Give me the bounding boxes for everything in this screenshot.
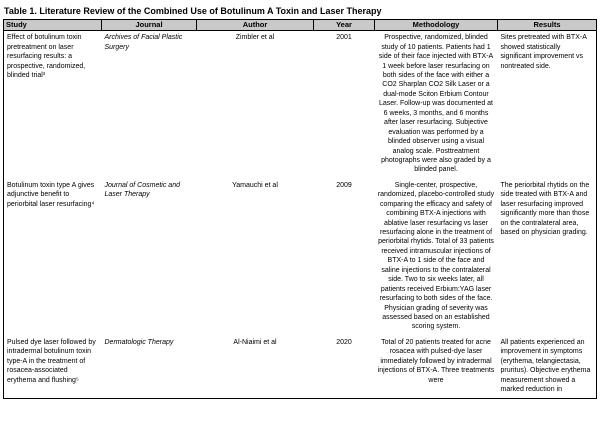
methodology-cell: Prospective, randomized, blinded study of 10 patients. Patients had 1 side of their face injected with BTX-A 1 week before laser resurfacing on both sides of the face with either a CO2 Sharplan CO2 Silk Laser or a dual-mode Sciton Erbium Contour Laser. Follow-up was documented at 6 weeks, 3 months, and 6 months after laser resurfacing. Subjective evaluation was performed by a blinded observer using a visual analog scale. Posttreatment photographs were also graded by a blinded panel. bbox=[378, 34, 494, 174]
results-cell: All patients experienced an improvement in symptoms (erythema, telangiectasia, pruritus). Objective erythema measurement showed a marked reduction in bbox=[500, 338, 591, 393]
column-header-methodology: Methodology bbox=[375, 20, 498, 31]
column-header-journal: Journal bbox=[102, 20, 197, 31]
methodology-cell: Total of 20 patients treated for acne rosacea with pulsed-dye laser immediately followed by intradermal injections of BTX-A. Three treatments were bbox=[377, 338, 495, 384]
journal-cell: Archives of Facial Plastic Surgery bbox=[104, 34, 183, 51]
table-row bbox=[4, 179, 597, 336]
results-cell: Sites pretreated with BTX-A showed statistically significant improvement vs nontreated side. bbox=[500, 34, 587, 70]
header-row bbox=[4, 20, 597, 31]
study-cell: Effect of botulinum toxin pretreatment on laser resurfacing results: a prospective, randomized, blinded trial³ bbox=[7, 34, 86, 79]
table-row bbox=[4, 31, 597, 179]
methodology-cell: Single-center, prospective, randomized, placebo-controlled study comparing the efficacy and safety of combining BTX-A injections with ablative laser resurfacing vs laser resurfacing alone in the treatment of periorbital rhytids. Total of 33 patients received intramuscular injections of BTX-A to 1 side of the face and saline injections to the contralateral side. Two to six weeks later, all patients received Erbium:YAG laser resurfacing to both sides of the face. Physician grading of severity was assessed based on an established scoring system. bbox=[377, 181, 495, 331]
study-cell: Botulinum toxin type A gives adjunctive benefit to periorbital laser resurfacing⁴ bbox=[7, 181, 95, 208]
table-title: Table 1. Literature Review of the Combined Use of Botulinum A Toxin and Laser Therapy bbox=[4, 6, 382, 16]
literature-review-table bbox=[3, 19, 597, 399]
year-cell: 2001 bbox=[336, 34, 352, 42]
results-cell: The periorbital rhytids on the side treated with BTX-A and laser resurfacing improved significantly more than those on the contralateral area, based on physician grading. bbox=[500, 181, 590, 236]
table-row bbox=[4, 336, 597, 399]
year-cell: 2009 bbox=[336, 181, 352, 189]
journal-cell: Dermatologic Therapy bbox=[104, 338, 174, 346]
table-body bbox=[4, 31, 597, 399]
column-header-year: Year bbox=[314, 20, 375, 31]
year-cell: 2020 bbox=[336, 338, 352, 346]
column-header-author: Author bbox=[197, 20, 314, 31]
column-header-results: Results bbox=[498, 20, 597, 31]
author-cell: Al-Niaimi et al bbox=[233, 338, 277, 346]
author-cell: Zimbler et al bbox=[235, 34, 275, 42]
study-cell: Pulsed dye laser followed by intradermal botulinum toxin type-A in the treatment of rosacea-associated erythema and flushing⁵ bbox=[7, 338, 96, 384]
author-cell: Yamauchi et al bbox=[232, 181, 278, 189]
column-header-study: Study bbox=[4, 20, 102, 31]
journal-cell: Journal of Cosmetic and Laser Therapy bbox=[104, 181, 180, 199]
